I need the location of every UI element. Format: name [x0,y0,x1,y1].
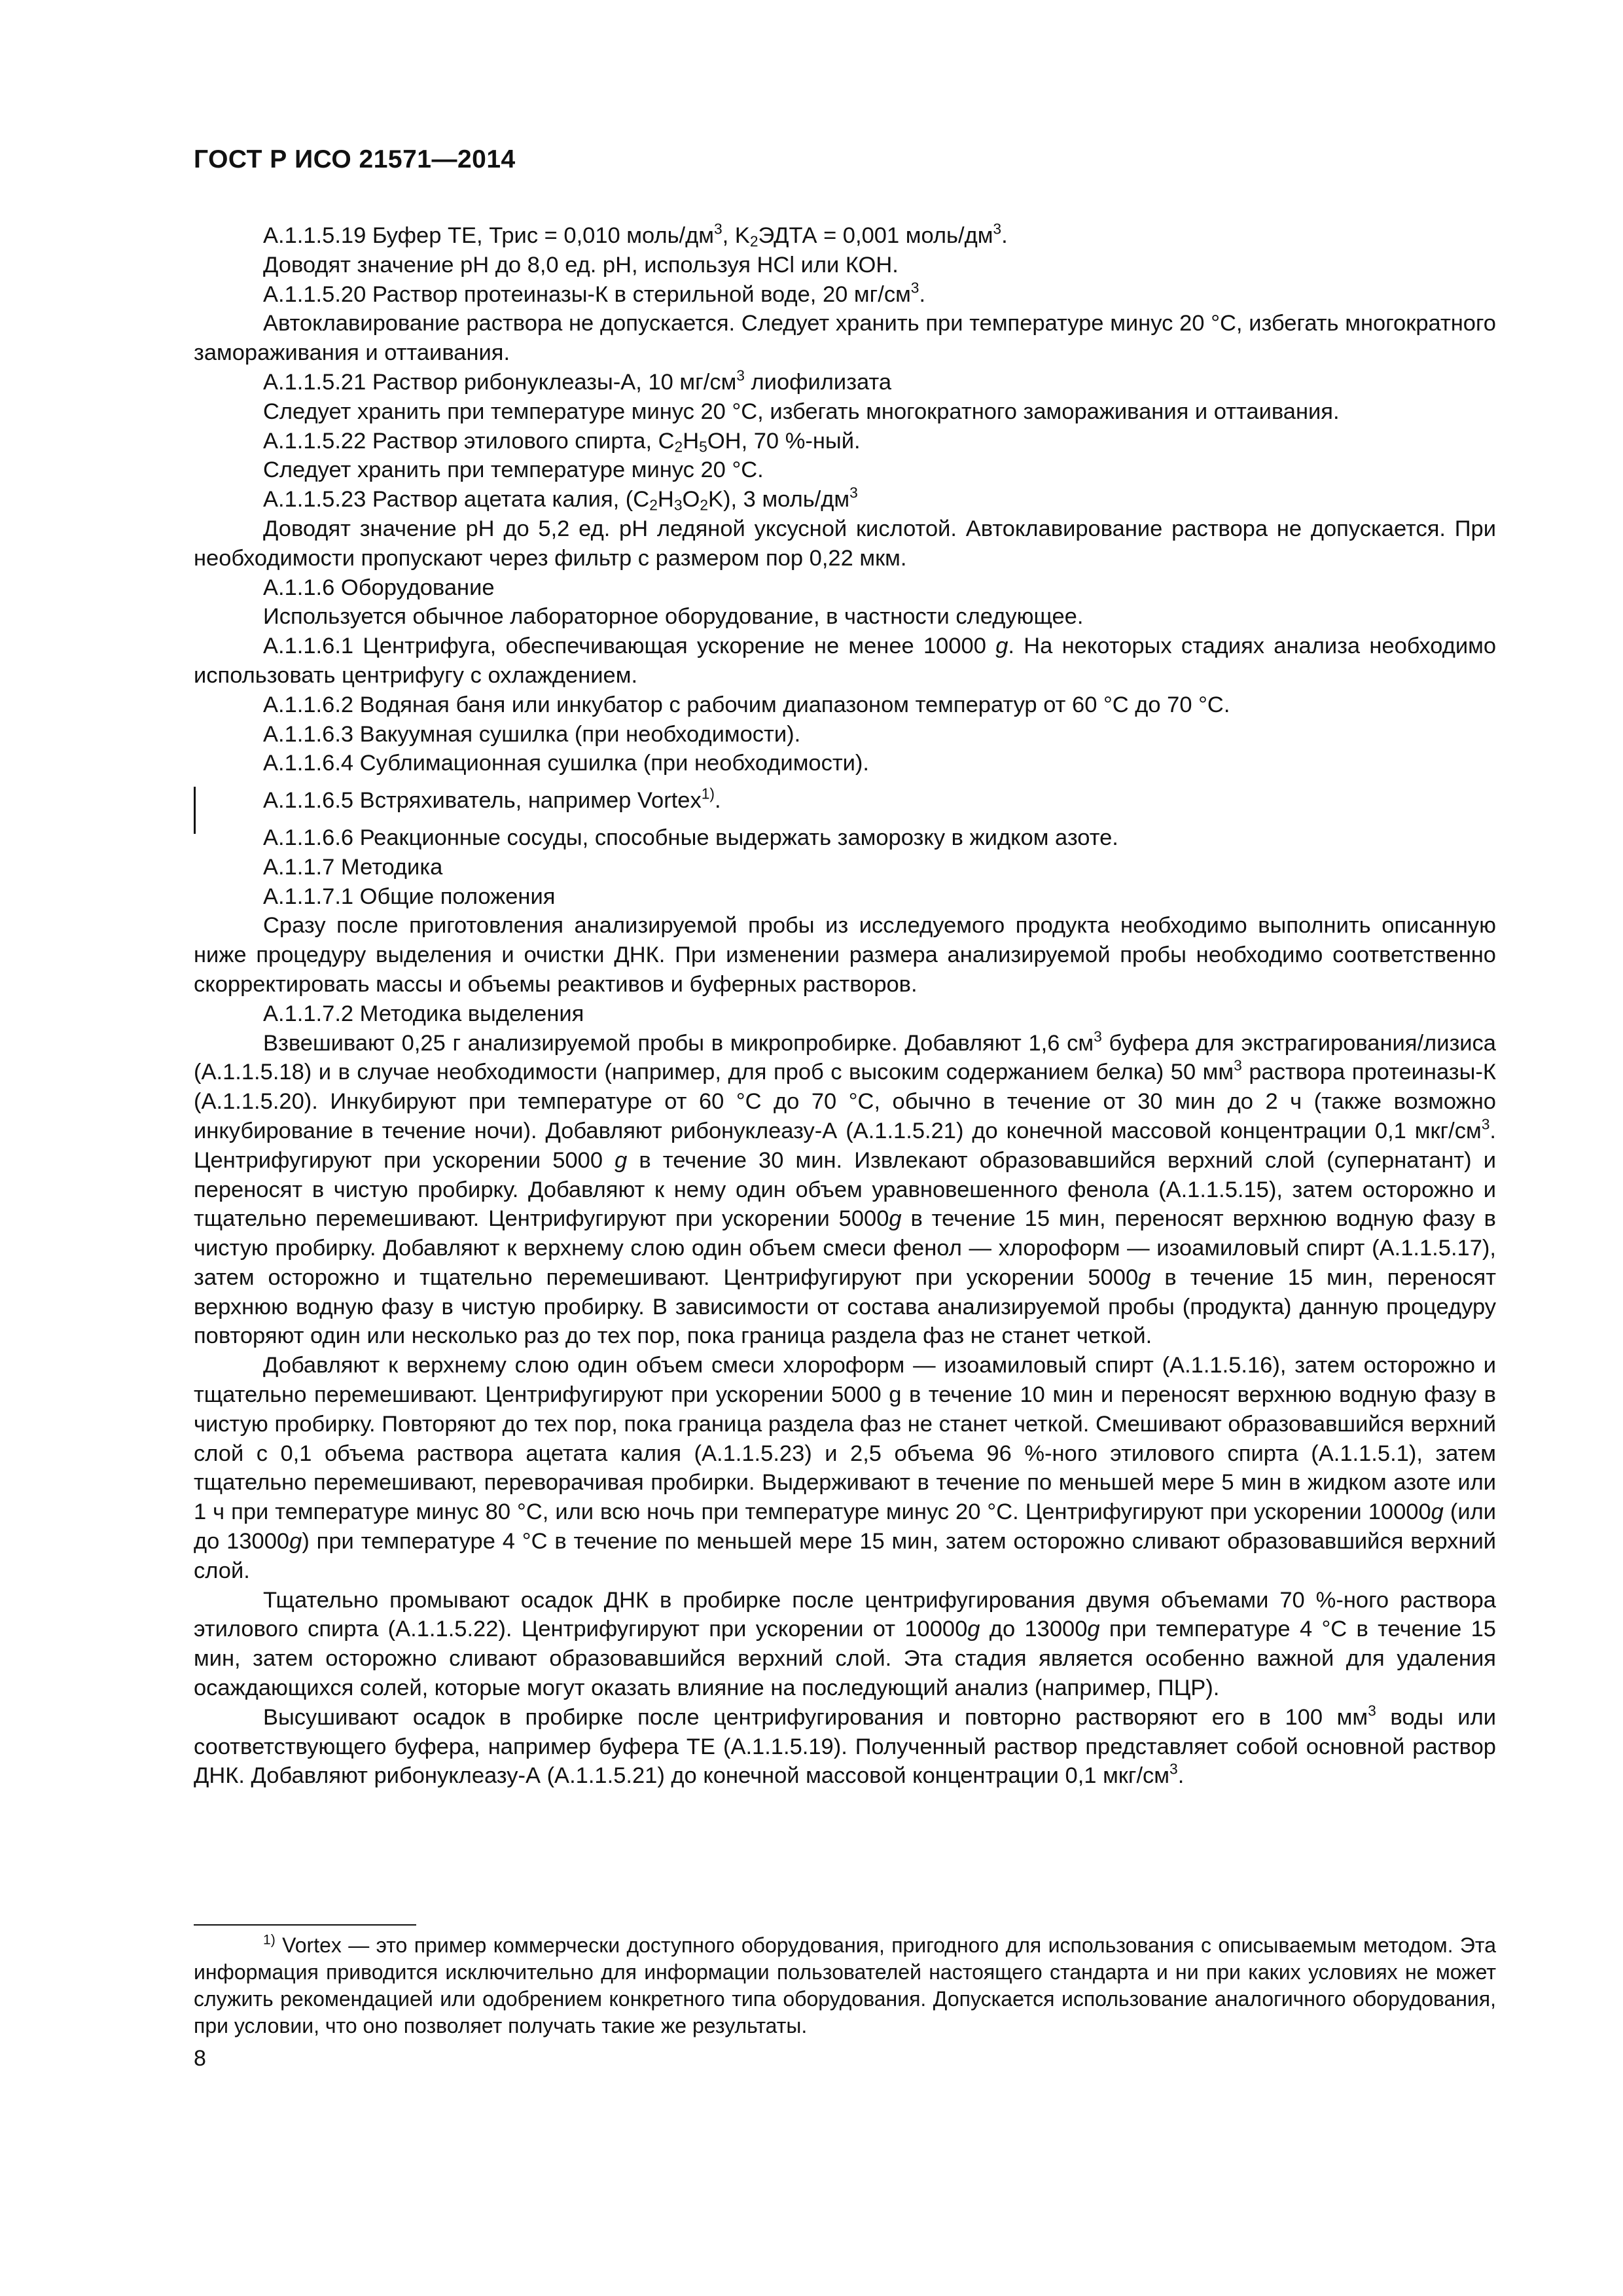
paragraph: А.1.1.6.1 Центрифуга, обеспечивающая ускорение не менее 10000 g. На некоторых стадиях анализа необходимо использовать центрифугу с охлаждением. [194,634,1497,688]
paragraph: Доводят значение рН до 5,2 ед. рН ледяной уксусной кислотой. Автоклавирование раствора не допускается. При необходимости пропускают через фильтр с размером пор 0,22 мкм. [194,516,1496,571]
paragraph: А.1.1.5.23 Раствор ацетата калия, $(C_2H_3O_2K)$, 3 моль/$дм^3$ [263,484,858,514]
footnote-reference: 1) [701,785,715,802]
paragraph: Тщательно промывают осадок ДНК в пробирке после центрифугирования двумя объемами 70 %-ного раствора этилового спирта (А.1.1.5.22). Центрифугируют при ускорении от 10000g до 13000g при температуре 4 °С в течение 15 мин, затем осторожно сливают образовавшийся верхний слой. Эта стадия является особенно важной для удаления осаждающихся солей, которые могут оказать влияние на последующий анализ (например, ПЦР). [194,1587,1496,1701]
paragraph: Взвешивают 0,25 г анализируемой пробы в микропробирке. Добавляют 1,6 $см^3$ буфера для экстрагирования/лизиса (А.1.1.5.18) и в случае необходимости (например, для проб с высоким содержанием белка) 50 $мм^3$ раствора протеиназы-К (А.1.1.5.20). Инкубируют при температуре от 60 °С до 70 °С, обычно в течение от 30 мин до 2 ч (также возможно инкубирование в течение ночи). Добавляют рибонуклеазу-А (А.1.1.5.21) до конечной массовой концентрации 0,1 мкг/$см^3$. Центрифугируют при ускорении 5000 g в течение 30 мин. Извлекают образовавшийся верхний слой (супернатант) и переносят в чистую пробирку. Добавляют к нему один объем уравновешенного фенола (А.1.1.5.15), затем осторожно и тщательно перемешивают. Центрифугируют при ускорении 5000g в течение 15 мин, переносят верхнюю водную фазу в чистую пробирку. Добавляют к верхнему слою один объем смеси фенол — хлороформ — изоамиловый спирт (А.1.1.5.17), затем осторожно и тщательно перемешивают. Центрифугируют при ускорении 5000g в течение 15 мин, переносят верхнюю водную фазу в чистую пробирку. В зависимости от состава анализируемой пробы (продукта) данную процедуру повторяют один или несколько раз до тех пор, пока граница раздела фаз не станет четкой. [194,1027,1497,1349]
paragraph: А.1.1.5.22 Раствор этилового спирта, $C_2H_5OH$, 70 %-ный. [263,428,861,456]
document-body [194,221,1496,1791]
paragraph: А.1.1.6.6 Реакционные сосуды, способные выдержать заморозку в жидком азоте. [263,825,1118,850]
footnote [194,1932,1496,2039]
paragraph: Автоклавирование раствора не допускается. Следует хранить при температуре минус 20 °С, избегать многократного замораживания и оттаивания. [194,311,1496,366]
footnote-text: $^{1)}$ Vortex — это пример коммерчески доступного оборудования, пригодного для использования с описываемым методом. Эта информация приводится исключительно для информации пользователей настоящего стандарта и ни при каких условиях не может служить рекомендацией или одобрением конкретного типа оборудования. Допускается использование аналогичного оборудования, при условии, что оно позволяет получать такие же результаты. [194,1932,1496,2037]
paragraph: А.1.1.5.19 Буфер ТЕ, Трис = 0,010 моль/$дм^3$, $K_2ЭДТА = 0,001$ моль/$дм^3$. [263,220,1008,250]
paragraph: Следует хранить при температуре минус 20 °С. [263,457,764,483]
paragraph: А.1.1.5.21 Раствор рибонуклеазы-А, 10 $мг/см^3$ лиофилизата [263,367,892,395]
section-heading: А.1.1.7.2 Методика выделения [263,1001,584,1026]
section-heading: А.1.1.7.1 Общие положения [263,884,556,909]
section-heading: А.1.1.7 Методика [263,854,443,880]
paragraph: Следует хранить при температуре минус 20 °С, избегать многократного замораживания и оттаивания. [263,399,1340,424]
paragraph: Добавляют к верхнему слою один объем смеси хлороформ — изоамиловый спирт (А.1.1.5.16), затем осторожно и тщательно перемешивают. Центрифугируют при ускорении 5000 g в течение 10 мин и переносят верхнюю водную фазу в чистую пробирку. Повторяют до тех пор, пока граница раздела фаз не станет четкой. Смешивают образовавшийся верхний слой с 0,1 объема раствора ацетата калия (А.1.1.5.23) и 2,5 объема 96 %-ного этилового спирта (А.1.1.5.1), затем тщательно перемешивают, переворачивая пробирки. Выдерживают в течение по меньшей мере 5 мин в жидком азоте или 1 ч при температуре минус 80 °С, или всю ночь при температуре минус 20 °С. Центрифугируют при ускорении 10000g (или до 13000g) при температуре 4 °С в течение по меньшей мере 15 мин, затем осторожно сливают образовавшийся верхний слой. [194,1353,1497,1583]
paragraph: А.1.1.6.2 Водяная баня или инкубатор с рабочим диапазоном температур от 60 °С до 70 °С. [263,692,1230,717]
section-heading: А.1.1.6 Оборудование [263,575,495,600]
paragraph: Сразу после приготовления анализируемой пробы из исследуемого продукта необходимо выполнить описанную ниже процедуру выделения и очистки ДНК. При изменении размера анализируемой пробы необходимо соответственно скорректировать массы и объемы реактивов и буферных растворов. [194,913,1496,997]
document-header: ГОСТ Р ИСО 21571—2014 [194,145,516,173]
footnote-divider [194,1924,416,1926]
paragraph: Используется обычное лабораторное оборудование, в частности следующее. [263,604,1084,630]
paragraph: Доводят значение рН до 8,0 ед. рН, используя HCl или КОН. [263,252,899,278]
page-number: 8 [194,2046,206,2071]
paragraph: А.1.1.5.20 Раствор протеиназы-К в стерильной воде, 20 $мг/см^3$. [263,278,926,307]
paragraph: А.1.1.6.3 Вакуумная сушилка (при необходимости). [263,721,801,747]
paragraph: А.1.1.6.5 Встряхиватель, например Vortex$^{1)}$. [263,785,721,814]
footnote-mark: 1) [263,1932,276,1948]
paragraph: Высушивают осадок в пробирке после центрифугирования и повторно растворяют его в 100 $мм^3$ воды или соответствующего буфера, например буфера ТЕ (А.1.1.5.19). Полученный раствор представляет собой основной раствор ДНК. Добавляют рибонуклеазу-А (А.1.1.5.21) до конечной массовой концентрации 0,1 мкг/$см^3$. [194,1702,1496,1789]
paragraph: А.1.1.6.4 Сублимационная сушилка (при необходимости). [263,751,869,776]
